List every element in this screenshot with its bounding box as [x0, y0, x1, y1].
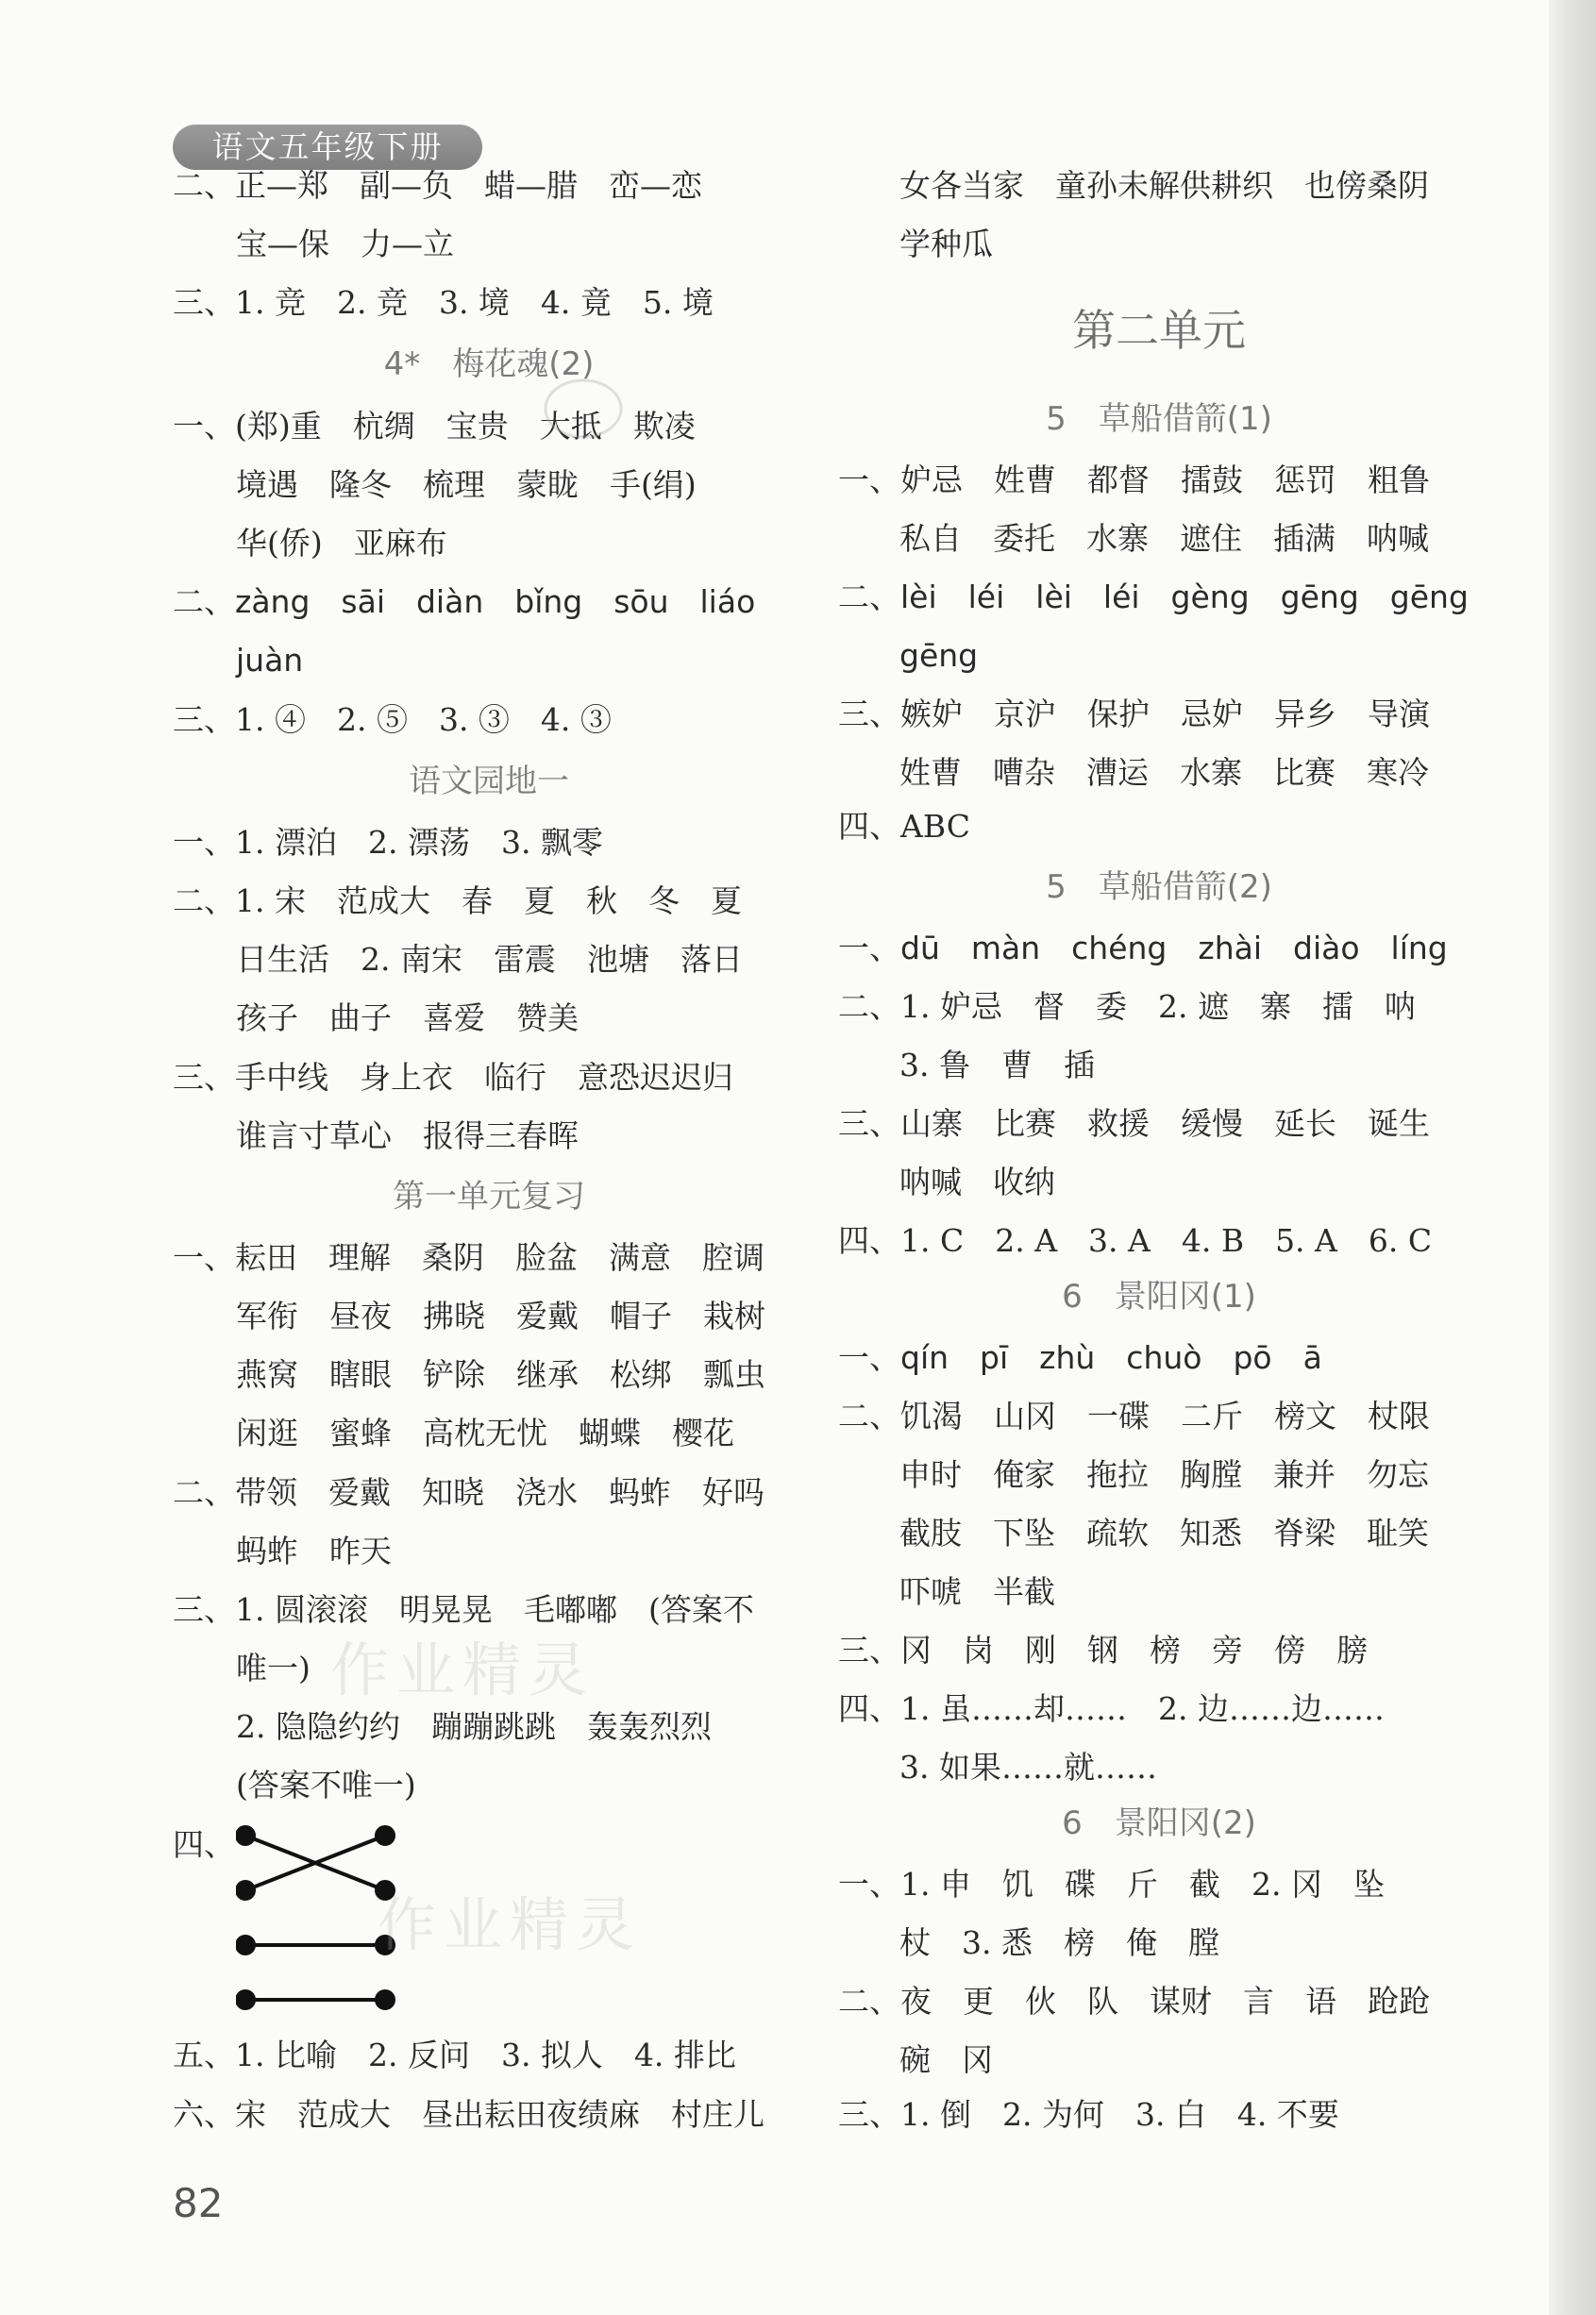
page-number: 82: [173, 2180, 224, 2226]
answer-line: 四、: [173, 1826, 235, 1863]
section-heading: 6 景阳冈(1): [1062, 1278, 1256, 1316]
match-dot: [377, 1827, 394, 1844]
match-dot: [377, 1991, 394, 2008]
answer-line: 三、1. 倒 2. 为何 3. 白 4. 不要: [838, 2096, 1339, 2133]
pinyin-line: 二、zàng sāi diàn bǐng sōu liáo: [173, 583, 756, 620]
answer-line: 3. 如果……就……: [899, 1749, 1157, 1786]
answer-line: 五、1. 比喻 2. 反问 3. 拟人 4. 排比: [173, 2037, 736, 2073]
answer-line: 军衔 昼夜 拂晓 爱戴 帽子 栽树: [236, 1298, 765, 1334]
answer-line: 三、手中线 身上衣 临行 意恐迟迟归: [173, 1059, 733, 1096]
match-dot: [237, 1827, 254, 1844]
answer-line: 二、1. 妒忌 督 委 2. 遮 寨 擂 呐: [838, 988, 1416, 1025]
answer-line: 四、ABC: [838, 808, 970, 845]
answer-line: 四、1. C 2. A 3. A 4. B 5. A 6. C: [838, 1222, 1433, 1259]
answer-line: 呐喊 收纳: [899, 1164, 1055, 1200]
answer-line: 截肢 下坠 疏软 知悉 脊梁 耻笑: [899, 1515, 1429, 1552]
section-heading: 语文园地一: [409, 763, 569, 800]
answer-line: 唯一): [236, 1650, 311, 1686]
answer-line: 吓唬 半截: [899, 1573, 1055, 1610]
pinyin-line: 一、qín pī zhù chuò pō ā: [838, 1339, 1322, 1376]
seal-stamp: [541, 376, 626, 442]
section-heading: 6 景阳冈(2): [1062, 1804, 1256, 1842]
answer-line: 六、宋 范成大 昼出耘田夜绩麻 村庄儿: [173, 2096, 764, 2133]
answer-line: (答案不唯一): [236, 1767, 416, 1803]
section-heading: 4* 梅花魂(2): [383, 345, 595, 383]
section-heading: 5 草船借箭(2): [1046, 868, 1272, 906]
watermark: 作业精灵: [330, 1636, 596, 1704]
answer-line: 谁言寸草心 报得三春晖: [236, 1117, 579, 1154]
answer-line: 申时 俺家 拖拉 胸膛 兼并 勿忘: [899, 1456, 1429, 1493]
answer-line: 闲逛 蜜蜂 高枕无忧 蝴蝶 樱花: [236, 1415, 734, 1451]
book-title-tag: 语文五年级下册: [173, 125, 482, 170]
answer-line: 三、嫉妒 京沪 保护 忌妒 异乡 导演: [838, 696, 1430, 732]
answer-line: 三、山寨 比赛 救援 缓慢 延长 诞生: [838, 1105, 1430, 1142]
answer-line: 蚂蚱 昨天: [236, 1533, 392, 1569]
answer-line: 3. 鲁 曹 插: [899, 1047, 1095, 1083]
unit-heading: 第二单元: [1072, 305, 1246, 356]
answer-line: 私自 委托 水寨 遮住 插满 呐喊: [899, 520, 1429, 557]
answer-line: 一、耘田 理解 桑阴 脸盆 满意 腔调: [173, 1239, 764, 1276]
answer-line: 三、1. ④ 2. ⑤ 3. ③ 4. ③: [173, 701, 612, 738]
answer-line: 境遇 隆冬 梳理 蒙眬 手(绢): [236, 466, 697, 503]
answer-line: 华(侨) 亚麻布: [236, 525, 447, 562]
answer-line: 孩子 曲子 喜爱 赞美: [236, 999, 579, 1036]
answer-line: 三、冈 岗 刚 钢 榜 旁 傍 膀: [838, 1632, 1368, 1669]
answer-line: 杖 3. 悉 榜 俺 膛: [899, 1924, 1219, 1961]
answer-line: 一、(郑)重 杭绸 宝贵 大抵 欺凌: [173, 408, 696, 445]
answer-line: 姓曹 嘈杂 漕运 水寨 比赛 寒冷: [899, 754, 1429, 791]
answer-line: 宝—保 力—立: [236, 226, 454, 262]
answer-line: 二、饥渴 山冈 一碟 二斤 榜文 杖限: [838, 1398, 1430, 1434]
answer-line: 一、1. 申 饥 碟 斤 截 2. 冈 坠: [838, 1866, 1385, 1903]
match-dot: [237, 1937, 254, 1954]
answer-line: 四、1. 虽……却…… 2. 边……边……: [838, 1690, 1385, 1727]
match-dot: [237, 1882, 254, 1899]
answer-line: 三、1. 竞 2. 竞 3. 境 4. 竟 5. 境: [173, 284, 714, 321]
section-heading: 5 草船借箭(1): [1046, 400, 1272, 438]
answer-line: 二、夜 更 伙 队 谋财 言 语 跄跄: [838, 1983, 1430, 2020]
answer-line: 三、1. 圆滚滚 明晃晃 毛嘟嘟 (答案不: [173, 1591, 754, 1628]
pinyin-line: 二、lèi léi lèi léi gèng gēng gēng: [838, 579, 1469, 615]
answer-line: 一、1. 漂泊 2. 漂荡 3. 飘零: [173, 824, 603, 861]
answer-line: 燕窝 瞎眼 铲除 继承 松绑 瓢虫: [236, 1356, 765, 1393]
answer-line: 学种瓜: [899, 226, 993, 262]
match-dot: [237, 1991, 254, 2008]
answer-line: 二、正—郑 副—负 蜡—腊 峦—恋: [173, 167, 702, 204]
answer-line: 二、1. 宋 范成大 春 夏 秋 冬 夏: [173, 882, 742, 919]
answer-line: 女各当家 童孙未解供耕织 也傍桑阴: [899, 167, 1429, 204]
answer-line: 碗 冈: [899, 2041, 993, 2078]
answer-line: 一、妒忌 姓曹 都督 擂鼓 惩罚 粗鲁: [838, 461, 1430, 498]
pinyin-line: 一、dū màn chéng zhài diào líng: [838, 930, 1448, 966]
answer-line: 日生活 2. 南宋 雷震 池塘 落日: [236, 941, 743, 978]
answer-line: 2. 隐隐约约 蹦蹦跳跳 轰轰烈烈: [236, 1708, 712, 1745]
pinyin-line: gēng: [899, 637, 979, 674]
section-heading: 第一单元复习: [393, 1178, 585, 1216]
page-edge: [1549, 0, 1596, 2315]
answer-line: 二、带领 爱戴 知晓 浇水 蚂蚱 好吗: [173, 1474, 764, 1511]
pinyin-line: juàn: [236, 642, 304, 679]
watermark: 作业精灵: [378, 1890, 643, 1959]
